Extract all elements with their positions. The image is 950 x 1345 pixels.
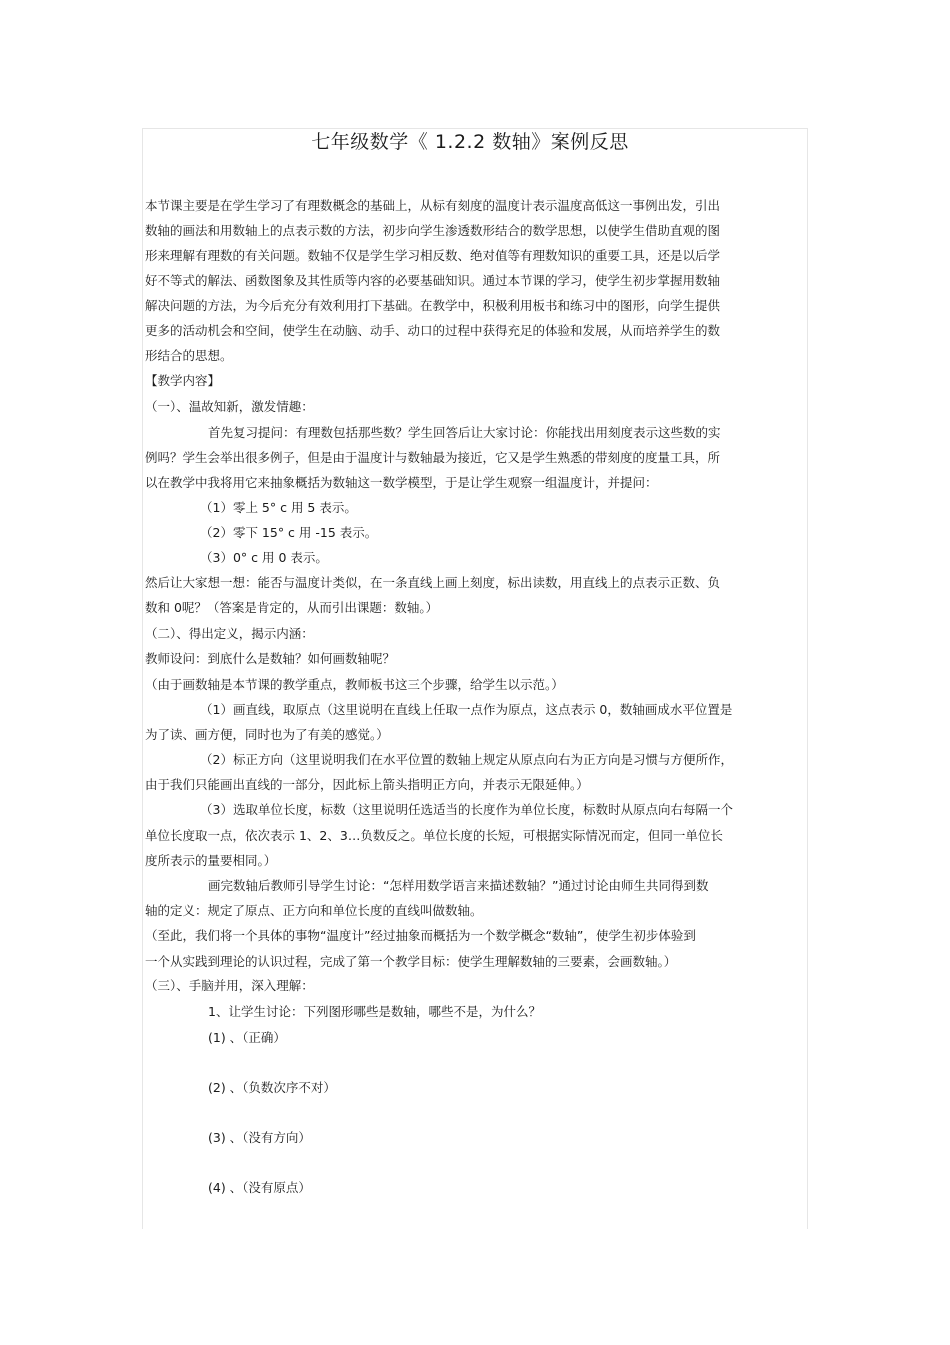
part2-line: 一个从实践到理论的认识过程，完成了第一个教学目标：使学生理解数轴的三要素，会画数轴。）: [145, 954, 677, 969]
part2-step-line: （3）选取单位长度，标数（这里说明任选适当的长度作为单位长度，标数时从原点向右每隔一个: [200, 802, 733, 817]
part3-item: (1) 、（正确）: [208, 1030, 286, 1045]
part2-line: 由于我们只能画出直线的一部分，因此标上箭头指明正方向，并表示无限延伸。）: [145, 777, 589, 792]
part3-item: (3) 、（没有方向）: [208, 1130, 311, 1145]
intro-line: 好不等式的解法、函数图象及其性质等内容的必要基础知识。通过本节课的学习，使学生初步掌握用数轴: [145, 273, 721, 288]
part2-step-line: （2）标正方向（这里说明我们在水平位置的数轴上规定从原点向右为正方向是习惯与方便所作，: [200, 752, 733, 767]
part1-item: （1）零上 5° c 用 5 表示。: [200, 500, 357, 515]
part1-line: 以在教学中我将用它来抽象概括为数轴这一数学模型，于是让学生观察一组温度计，并提问：: [145, 475, 658, 490]
intro-line: 形结合的思想。: [145, 348, 233, 363]
part3-item: (2) 、（负数次序不对）: [208, 1080, 336, 1095]
part1-item: （2）零下 15° c 用 -15 表示。: [200, 525, 378, 540]
part2-line: 单位长度取一点，依次表示 1、2、3…负数反之。单位长度的长短，可根据实际情况而定，但同一单位长: [145, 828, 723, 843]
part1-after-line: 然后让大家想一想：能否与温度计类似，在一条直线上画上刻度，标出读数，用直线上的点表示正数、负: [145, 575, 721, 590]
intro-line: 本节课主要是在学生学习了有理数概念的基础上，从标有刻度的温度计表示温度高低这一事例出发，引出: [145, 198, 721, 213]
part1-heading: （一）、温故知新，激发情趣：: [145, 399, 314, 414]
part1-line: 例吗？学生会举出很多例子，但是由于温度计与数轴最为接近，它又是学生熟悉的带刻度的度量工具，所: [145, 450, 721, 465]
intro-line: 数轴的画法和用数轴上的点表示数的方法，初步向学生渗透数形结合的数学思想，以使学生借助直观的图: [145, 223, 721, 238]
part1-item: （3）0° c 用 0 表示。: [200, 550, 328, 565]
document-title: 七年级数学《 1.2.2 数轴》案例反思: [311, 131, 629, 153]
intro-line: 解决问题的方法，为今后充分有效利用打下基础。在教学中，积极利用板书和练习中的图形，向学生提供: [145, 298, 721, 313]
part3-question: 1、让学生讨论：下列图形哪些是数轴，哪些不是，为什么？: [208, 1004, 541, 1019]
intro-line: 更多的活动机会和空间，使学生在动脑、动手、动口的过程中获得充足的体验和发展，从而培养学生的数: [145, 323, 721, 338]
part2-line: 画完数轴后教师引导学生讨论：“怎样用数学语言来描述数轴？”通过讨论由师生共同得到数: [208, 878, 709, 893]
part2-step-line: （1）画直线，取原点（这里说明在直线上任取一点作为原点，这点表示 0，数轴画成水平位置是: [200, 702, 733, 717]
part2-line: 度所表示的量要相同。）: [145, 853, 277, 868]
part2-line: （由于画数轴是本节课的教学重点，教师板书这三个步骤，给学生以示范。）: [145, 677, 564, 692]
part2-line: 教师设问：到底什么是数轴？如何画数轴呢？: [145, 651, 396, 666]
part2-heading: （二）、得出定义，揭示内涵：: [145, 626, 314, 641]
part2-line: （至此，我们将一个具体的事物“温度计”经过抽象而概括为一个数学概念“数轴”，使学生初步体验到: [145, 928, 696, 943]
part3-item: (4) 、（没有原点）: [208, 1180, 311, 1195]
part1-after-line: 数和 0呢？（答案是肯定的，从而引出课题：数轴。）: [145, 600, 439, 615]
part1-line: 首先复习提问：有理数包括那些数？学生回答后让大家讨论：你能找出用刻度表示这些数的实: [208, 425, 721, 440]
intro-line: 形来理解有理数的有关问题。数轴不仅是学生学习相反数、绝对值等有理数知识的重要工具，还是以后学: [145, 248, 721, 263]
part2-line: 为了读、画方便，同时也为了有美的感觉。）: [145, 727, 389, 742]
section-heading: 【教学内容】: [145, 373, 221, 388]
part2-line: 轴的定义：规定了原点、正方向和单位长度的直线叫做数轴。: [145, 903, 483, 918]
part3-heading: （三）、手脑并用，深入理解：: [145, 978, 314, 993]
